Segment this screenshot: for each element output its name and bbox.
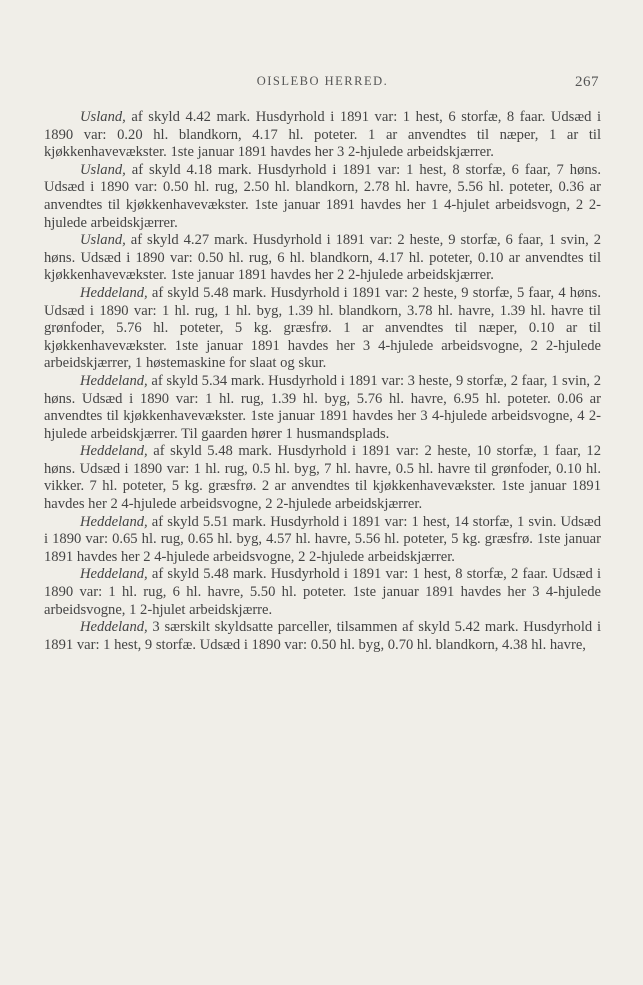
farm-entry <box>44 162 601 232</box>
farm-description: 3 særskilt skyldsatte parceller, tilsammen af skyld 5.42 mark. Husdyrhold i 1891 var: 1 hest, 9 storfæ. Udsæd i 1890 var: 0.50 hl. byg, 0.70 hl. blandkorn, 4.38 hl. havre, <box>44 619 601 653</box>
farm-entry <box>44 373 601 443</box>
farm-name: Heddeland, <box>80 566 148 583</box>
farm-description: af skyld 4.42 mark. Husdyrhold i 1891 var: 1 hest, 6 storfæ, 8 faar. Udsæd i 1890 var: 0.20 hl. blandkorn, 4.17 hl. poteter. 1 ar anvendtes til næper, 1 ar til kjøkkenhavevækster. 1ste januar 1891 havdes her 3 2-hjulede arbeidskjærrer. <box>44 109 601 161</box>
running-header <box>44 74 601 94</box>
farm-entry <box>44 232 601 285</box>
farm-entry <box>44 109 601 162</box>
farm-name: Heddeland, <box>80 372 148 389</box>
body-text <box>44 109 601 654</box>
farm-name: Usland, <box>80 161 126 178</box>
farm-description: af skyld 4.27 mark. Husdyrhold i 1891 var: 2 heste, 9 storfæ, 6 faar, 1 svin, 2 høns. Udsæd i 1890 var: 0.50 hl. rug, 6 hl. blandkorn, 4.17 hl. poteter, 0.10 ar anvendtes til kjøkkenhavevækster. 1ste januar 1891 havdes her 2 2-hjulede arbeidskjærrer. <box>44 232 601 284</box>
farm-description: af skyld 4.18 mark. Husdyrhold i 1891 var: 1 hest, 8 storfæ, 6 faar, 7 høns. Udsæd i 1890 var: 0.50 hl. rug, 2.50 hl. blandkorn, 2.78 hl. havre, 5.56 hl. poteter, 0.36 ar anvendtes til kjøkkenhavevækster. 1ste januar 1891 havdes her 1 4-hjulet arbeidsvogn, 2 2-hjulede arbeidskjærrer. <box>44 161 601 231</box>
farm-name: Heddeland, <box>80 513 148 530</box>
farm-description: af skyld 5.51 mark. Husdyrhold i 1891 var: 1 hest, 14 storfæ, 1 svin. Udsæd i 1890 var: 0.65 hl. rug, 0.65 hl. byg, 4.57 hl. havre, 5.56 hl. poteter, 5 kg. græsfrø. 1ste januar 1891 havdes her 2 4-hjulede arbeidsvogne, 2 2-hjulede arbeidskjærrer. <box>44 513 601 565</box>
farm-name: Heddeland, <box>80 619 148 636</box>
farm-name: Heddeland, <box>80 443 148 460</box>
farm-entry <box>44 566 601 619</box>
farm-description: af skyld 5.48 mark. Husdyrhold i 1891 var: 1 hest, 8 storfæ, 2 faar. Udsæd i 1890 var: 1 hl. rug, 6 hl. havre, 5.50 hl. poteter. 1ste januar 1891 havdes her 3 4-hjulede arbeidsvogne, 1 2-hjulet arbeidskjærre. <box>44 566 601 618</box>
page-number: 267 <box>575 74 599 90</box>
farm-entry <box>44 514 601 567</box>
farm-entry <box>44 285 601 373</box>
farm-name: Heddeland, <box>80 284 148 301</box>
farm-entry <box>44 443 601 513</box>
farm-description: af skyld 5.34 mark. Husdyrhold i 1891 var: 3 heste, 9 storfæ, 2 faar, 1 svin, 2 høns. Udsæd i 1890 var: 1 hl. rug, 1.39 hl. byg, 5.76 hl. havre, 6.95 hl. poteter. 0.06 ar anvendtes til kjøkkenhavevækster. 1ste januar 1891 havdes her 3 4-hjulede arbeidsvogne, 4 2-hjulede arbeidskjærrer. Til gaarden hører 1 husmandsplads. <box>44 372 601 442</box>
farm-description: af skyld 5.48 mark. Husdyrhold i 1891 var: 2 heste, 9 storfæ, 5 faar, 4 høns. Udsæd i 1890 var: 1 hl. rug, 1 hl. byg, 1.39 hl. blandkorn, 3.78 hl. havre, 1.39 hl. havre til grønfoder, 5.76 hl. poteter, 5 kg. græsfrø. 1 ar anvendtes til næper, 0.10 ar til kjøkkenhavevækster. 1ste januar 1891 havdes her 3 4-hjulede arbeidsvogne, 2 2-hjulede arbeidskjærrer, 1 høstemaskine for slaat og skur. <box>44 284 601 372</box>
farm-name: Usland, <box>80 232 126 249</box>
farm-entry <box>44 619 601 654</box>
farm-name: Usland, <box>80 109 126 125</box>
farm-description: af skyld 5.48 mark. Husdyrhold i 1891 var: 2 heste, 10 storfæ, 1 faar, 12 høns. Udsæd i 1890 var: 1 hl. rug, 0.5 hl. byg, 7 hl. havre, 0.5 hl. havre til grønfoder, 0.10 hl. vikker. 7 hl. poteter, 5 kg. græsfrø. 2 ar anvendtes til kjøkkenhavevækster. 1ste januar 1891 havdes her 2 4-hjulede arbeidsvogne, 2 2-hjulede arbeidskjærrer. <box>44 443 601 513</box>
running-header-title: OISLEBO HERRED. <box>256 74 389 88</box>
